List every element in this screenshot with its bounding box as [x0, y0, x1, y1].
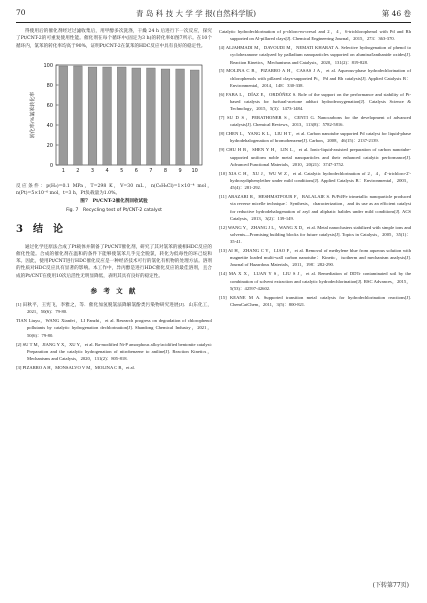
bar	[161, 69, 170, 165]
page-number: 70	[16, 8, 26, 17]
x-tick-label: 6	[134, 167, 138, 174]
x-tick-label: 4	[105, 167, 109, 174]
bar	[59, 66, 68, 165]
volume-label: 第 46 卷	[381, 9, 411, 18]
bar	[176, 69, 185, 165]
reference-list-right	[219, 28, 411, 308]
y-axis-label: 转化率/%氯苯转化率	[30, 91, 36, 138]
bar	[103, 67, 112, 165]
reference-item: [10] XIA C H，XU J，WU W Z，et al. Catalytic hydrodechlorination of 2，4，4′-trichloro-2′-hydroxydiphenylether under mild conditions[J]. Applied Catalysis B：Environmental，2003，45(4)：281-292.	[219, 170, 411, 191]
reference-item: [14] MA X X，LUAN Y S，LIU S J，et al. Remediation of DDTr contaminated soil by the combination of solvent extraction and catalytic hydrodechlorination[J]. RSC Advances，2015，5(53)：42597-42602.	[219, 271, 411, 291]
references-heading: 参 考 文 献	[90, 286, 138, 295]
bar	[132, 68, 141, 165]
bar	[117, 67, 126, 165]
x-tick-label: 10	[191, 167, 198, 174]
x-tick-label: 1	[61, 167, 65, 174]
x-tick-label: 3	[90, 167, 95, 174]
figure-note: 反应条件：p(H₂)=0.1 MPa，T=298 K，V=30 mL，n(C₆H₅Cl)=1×10⁻⁴ mol，n(Pt)=5×10⁻⁶ mol，t=3 h，Pt负载量为1.0%。	[16, 183, 212, 196]
figure-caption-en: Fig. 7 Recycling test of Pt/CNT-2 catalyst	[66, 207, 162, 213]
header-rule	[16, 22, 411, 23]
bar	[147, 68, 156, 165]
reference-item: [7] SU D S，PERATHONER S，CENTI G. Nanocarbons for the development of advanced catalysts[J]. Chemical Reviews，2013，113(8)：5782-5816.	[219, 115, 411, 128]
reference-item: [5] MOLINA C B，PIZARRO A H，CASAS J A，et al. Aqueous-phase hydrodechlorination of chlorophenols with pillared clays-supported Pt，Pd and Rh catalysts[J]. Applied Catalysis B：Environmental，2014，148：330-338.	[219, 68, 411, 88]
conclusion-paragraph: 通过化学还原法合成了Pt载体并制备了Pt/CNT催化剂，研究了其对氯苯的液相HDC反应的催化性能。合成的催化剂在温和的条件下能够使氯苯几乎完全脱氯，转化为低毒性的环己烷和苯。因此，使用Pt/CNT进行HDC催化反应是一种经济技术可行的氯化有机物的处理方法。溶剂的性质对HDC反应具有显著的影响。本工作中，异丙醇是进行HDC催化反应的最佳溶剂，且合成的Pt/CNT在使用10次后活性无明显降低，表明其具有良好的稳定性。	[16, 244, 212, 279]
reference-item: [15] KEANE M A. Supported transition metal catalysts for hydrodechlorination reactions[J]. ChemCatChem，2011，3(5)：800-821.	[219, 294, 411, 307]
section-title: 3 结 论	[16, 223, 63, 235]
reference-item: TIAN Liuyu，WANG Xianfei，LI Fanzhi，et al. Research progress on degradation of chlorophenol pollutants by catalytic hydrogenation dechlorination[J]. Shandong Chemical Industry，2021，50(6)：79-80.	[16, 318, 212, 338]
reference-item: [6] FABA L，DÍAZ E，ORDÓÑEZ S. Role of the support on the performance and stability of Pt-based catalysts for furfural-acetone adduct hydrodeoxygenation[J]. Catalysis Science & Technology，2015，5(3)：1473-1484.	[219, 91, 411, 112]
bar	[74, 66, 83, 165]
running-header	[16, 6, 411, 22]
reference-item: [3] PIZARRO A H，MONSALVO V M，MOLINA C B，et al.	[16, 364, 135, 370]
x-tick-label: 5	[120, 167, 124, 174]
x-tick-label: 8	[163, 167, 168, 174]
reference-item: [9] CHU H B，SHEN Y H，LIN L，et al. Ionic-liquid-assisted preparation of carbon nanotube-supported uniform noble metal nanoparticles and their enhanced catalytic performance[J]. Advanced Functional Materials，2010，20(21)：3747-3752.	[219, 147, 411, 167]
reference-item: [12] WANG Y，ZHANG J L，WANG X D，et al. Metal nanoclusters stabilized with simple ions and solvents—Promising building blocks for future catalysts[J]. Topics in Catalysis，2005，35(1)：35-41.	[219, 224, 411, 245]
reference-item: [11] ABAZARI R，HESHMATPOUR F，BALALAIE S. Pt/Pd/Fe trimetallic nanoparticle produced via reverse micelle technique：Synthesis，characterization，and its use as an efficient catalyst for reductive hydrodehalogenation of aryl and aliphatic halides under mild conditions[J]. ACS Catalysis，2013，3(2)：139-149.	[219, 194, 411, 221]
figure-7	[16, 53, 212, 181]
bar	[190, 70, 199, 165]
y-tick-label: 0	[49, 162, 53, 169]
reference-item: [13] AI H，ZHANG C Y，LIAO F，et al. Removal of methylene blue from aqueous solution with magnetite loaded multi-wall carbon nanotube：Kinetic，isotherm and mechanism analysis[J]. Journal of Hazardous Materials，2011，198：282-290.	[219, 247, 411, 268]
y-tick-label: 20	[46, 142, 53, 149]
right-column	[219, 28, 411, 310]
y-tick-label: 60	[46, 102, 53, 109]
reference-item: [1] 田秋平，王宪飞，李雅之，等．催化加氢脱氯法降解氯酚类污染物研究进展[J]．山东化工，2021，50(6)：79-80.	[16, 302, 212, 315]
continued-note: (下转第77页)	[372, 582, 409, 589]
y-tick-label: 100	[43, 62, 53, 69]
recycle-bar-chart	[16, 53, 212, 181]
body-paragraph: 得使用后的催化剂经过过滤收集后，用甲醇多次洗涤，干燥 24 h 后进行下一次反应，探究了Pt/CNT-2的可重复使用性能。催化剂在每个循环中(固定为3 h)的转化率如图7所示。在10个循环内，氯苯的转化率均高于90%，证明Pt/CNT-2在氯苯的HDC反应中具有良好的稳定性。	[16, 29, 212, 49]
y-tick-label: 40	[46, 122, 53, 129]
figure-caption-cn: 图7 Pt/CNT-2催化剂回收试验	[80, 199, 148, 205]
reference-item: Catalytic hydrodechlorination of p-chloro-m-cresol and 2，4，6-trichlorophenol with Pd and Rh supported on Al-pillared clays[J]. Chemical Engineering Journal，2015，273：363-370.	[219, 29, 411, 42]
left-column	[16, 28, 212, 373]
y-tick-label: 80	[46, 82, 53, 89]
bar	[88, 67, 97, 165]
reference-item: [4] ALJAHMADI M，DAVOUDI M，NEMATI KHARAT A. Selective hydrogenation of phenol to cyclohexanone catalyzed by palladium nanoparticles supported on alumina/lanthanide oxides[J]. Reaction Kinetics，Mechanisms and Catalysis，2020，131(2)：819-828.	[219, 45, 411, 65]
reference-list-left	[16, 301, 212, 371]
x-tick-label: 7	[149, 167, 153, 174]
x-tick-label: 9	[178, 167, 182, 174]
reference-item: [2] SU T M，JIANG Y X，XU Y，et al. Ba-modified Ni-P amorphous alloy/acidified bentonite catalyst: Preparation and the catalytic hydrogenation of nitrobenzene to aniline[J]. Reaction Kinetics，Mechanisms and Catalysis，2020，131(2)：805-818.	[16, 341, 212, 361]
reference-item: [8] CHEN L，YANG K L，LIU H T，et al. Carbon nanotube supported Pd catalyst for liquid-phase hydrodehalogenation of bromobenzene[J]. Carbon，2008，46(15)：2137-2139.	[219, 131, 411, 144]
x-tick-label: 2	[76, 167, 80, 174]
journal-title: 青 岛 科 技 大 学 学 报(自然科学版)	[136, 9, 257, 18]
